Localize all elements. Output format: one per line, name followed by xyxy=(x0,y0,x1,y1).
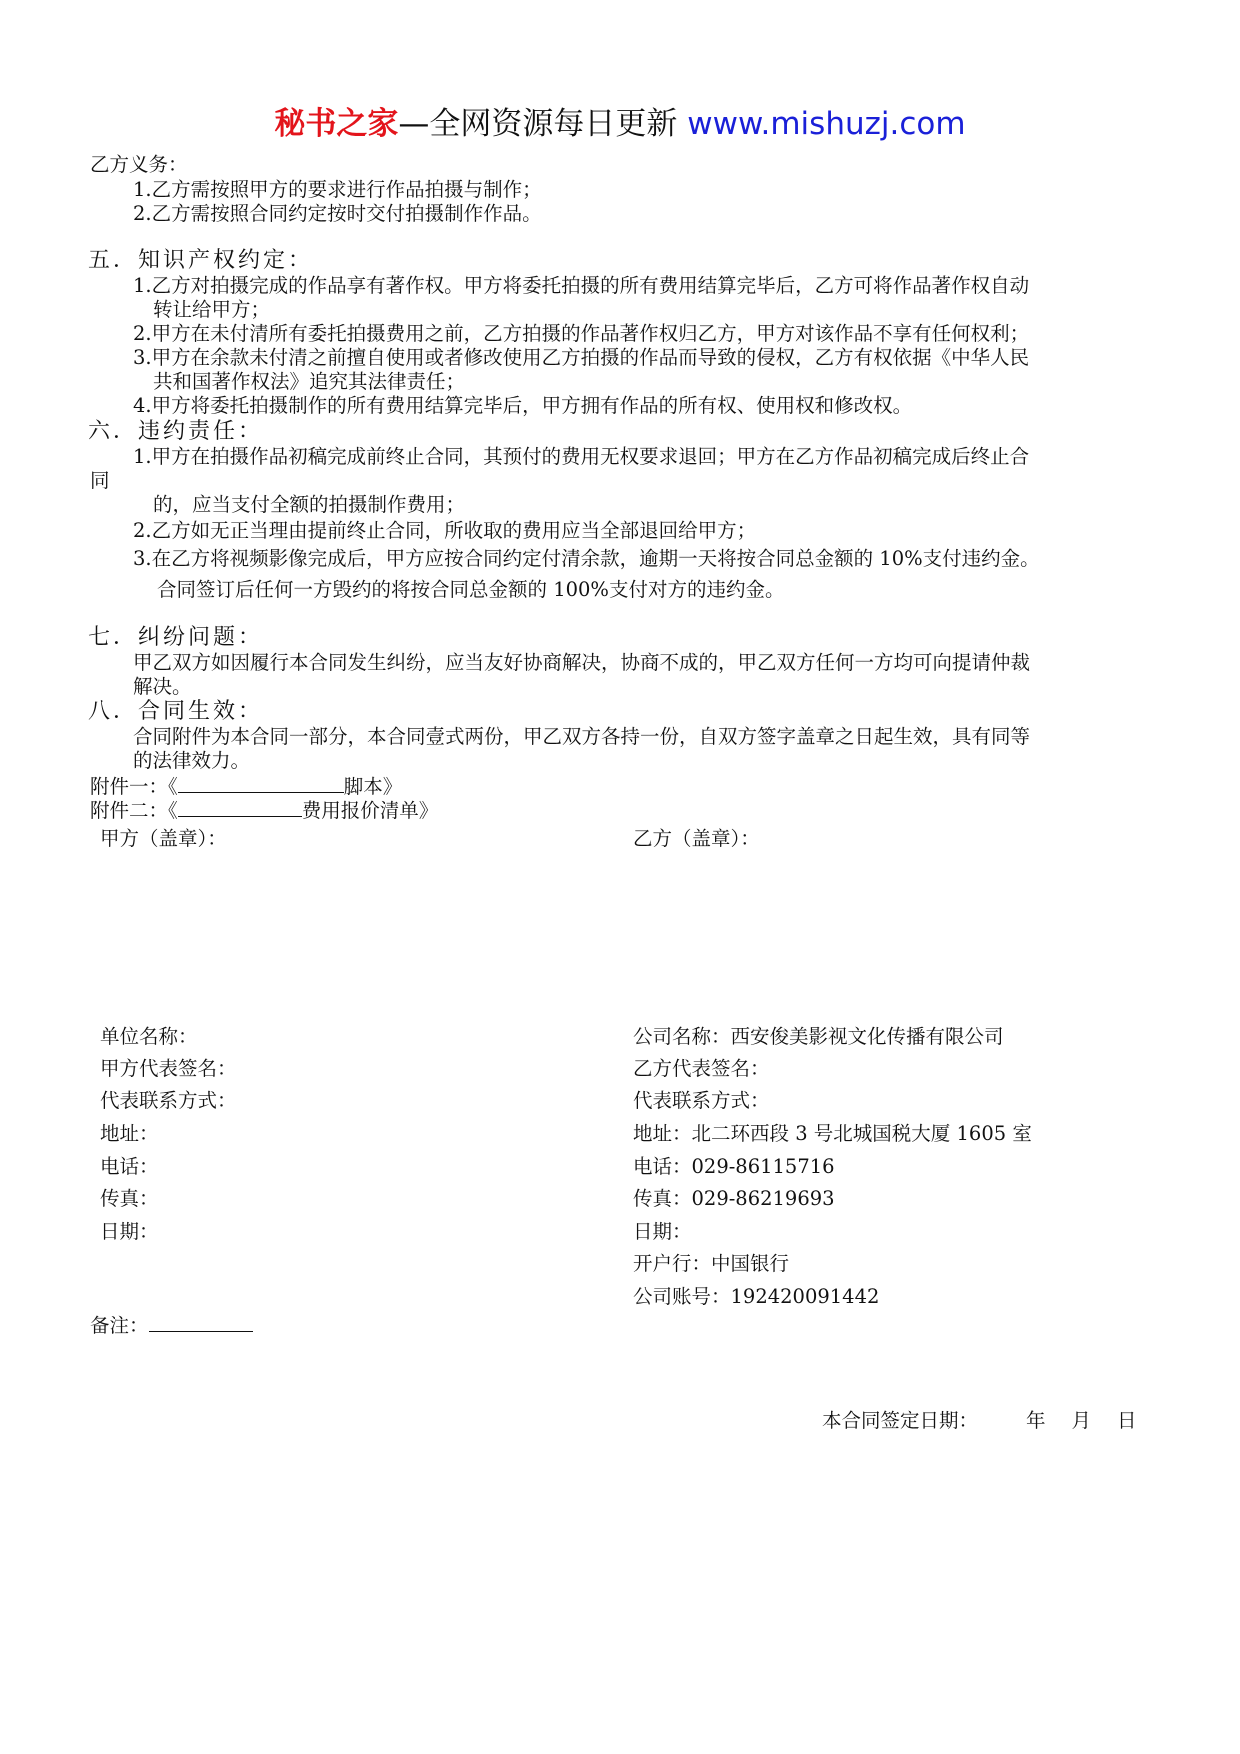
section-6-item: 同 xyxy=(90,469,110,492)
remark-label: 备注： xyxy=(90,1314,149,1337)
site-header xyxy=(0,104,1240,144)
section-5-item: 2.甲方在未付清所有委托拍摄费用之前，乙方拍摄的作品著作权归乙方，甲方对该作品不享有任何权利； xyxy=(133,322,1030,345)
party-b-duty-item: 1.乙方需按照甲方的要求进行作品拍摄与制作； xyxy=(133,178,542,201)
party-a-phone: 电话： xyxy=(100,1155,159,1178)
party-b-fax: 传真：029-86219693 xyxy=(633,1187,835,1210)
attachment-two-prefix: 附件二：《 xyxy=(90,799,178,822)
sign-date-label: 本合同签定日期： xyxy=(822,1409,979,1432)
attachment-two-blank[interactable] xyxy=(178,798,302,817)
party-a-address: 地址： xyxy=(100,1122,159,1145)
party-b-bank: 开户行：中国银行 xyxy=(633,1252,790,1275)
party-a-rep-contact: 代表联系方式： xyxy=(100,1089,237,1112)
party-a-seal-label: 甲方（盖章）： xyxy=(100,827,227,850)
party-b-account: 公司账号：192420091442 xyxy=(633,1285,880,1308)
section-8-heading: 八．合同生效： xyxy=(88,699,264,724)
attachment-two xyxy=(90,798,438,824)
party-a-unit-name: 单位名称： xyxy=(100,1025,198,1048)
section-6-item: 的，应当支付全额的拍摄制作费用； xyxy=(153,493,466,516)
attachment-two-suffix: 费用报价清单》 xyxy=(301,799,439,822)
sign-date-month: 月 xyxy=(1071,1409,1092,1432)
section-6-item: 合同签订后任何一方毁约的将按合同总金额的 100%支付对方的违约金。 xyxy=(157,578,785,601)
party-a-fax: 传真： xyxy=(100,1187,159,1210)
section-7-text: 解决。 xyxy=(133,675,192,698)
party-a-rep-signature: 甲方代表签名： xyxy=(100,1057,237,1080)
attachment-one xyxy=(90,774,402,800)
section-5-item: 转让给甲方； xyxy=(153,298,271,321)
section-6-heading: 六．违约责任： xyxy=(88,419,264,444)
party-a-date: 日期： xyxy=(100,1220,159,1243)
party-b-seal-label: 乙方（盖章）： xyxy=(633,827,760,850)
sign-date-day: 日 xyxy=(1117,1409,1137,1432)
party-b-duty-item: 2.乙方需按照合同约定按时交付拍摄制作作品。 xyxy=(133,202,542,225)
attachment-one-prefix: 附件一：《 xyxy=(90,775,178,798)
section-8-text: 合同附件为本合同一部分，本合同壹式两份，甲乙双方各持一份，自双方签字盖章之日起生效，具有同等 xyxy=(133,725,1031,748)
section-5-item: 1.乙方对拍摄完成的作品享有著作权。甲方将委托拍摄的所有费用结算完毕后，乙方可将作品著作权自动 xyxy=(133,274,1030,297)
section-7-heading: 七．纠纷问题： xyxy=(88,625,264,650)
section-5-item: 4.甲方将委托拍摄制作的所有费用结算完毕后，甲方拥有作品的所有权、使用权和修改权。 xyxy=(133,394,913,417)
brand-name: 秘书之家 xyxy=(274,106,399,142)
party-b-rep-contact: 代表联系方式： xyxy=(633,1089,770,1112)
section-6-item: 3.在乙方将视频影像完成后，甲方应按合同约定付清余款，逾期一天将按合同总金额的 10%支付违约金。 xyxy=(133,547,1040,570)
party-b-address: 地址：北二环西段 3 号北城国税大厦 1605 室 xyxy=(633,1122,1032,1145)
header-tagline: —全网资源每日更新 xyxy=(398,106,688,142)
party-b-company-name: 公司名称：西安俊美影视文化传播有限公司 xyxy=(633,1025,1004,1048)
header-url-link[interactable]: www.mishuzj.com xyxy=(687,106,966,142)
remark-blank[interactable] xyxy=(149,1313,253,1332)
section-8-text: 的法律效力。 xyxy=(133,749,251,772)
section-7-text: 甲乙双方如因履行本合同发生纠纷，应当友好协商解决，协商不成的，甲乙双方任何一方均可向提请仲裁 xyxy=(133,651,1031,674)
section-6-item: 2.乙方如无正当理由提前终止合同，所收取的费用应当全部退回给甲方； xyxy=(133,519,757,542)
contract-sign-date xyxy=(822,1408,1137,1434)
attachment-one-blank[interactable] xyxy=(178,774,344,793)
attachment-one-suffix: 脚本》 xyxy=(343,775,403,798)
party-b-phone: 电话：029-86115716 xyxy=(633,1155,835,1178)
party-b-date: 日期： xyxy=(633,1220,692,1243)
remark xyxy=(90,1313,253,1339)
party-b-duties-title: 乙方义务： xyxy=(90,153,188,176)
party-b-rep-signature: 乙方代表签名： xyxy=(633,1057,770,1080)
section-5-heading: 五．知识产权约定： xyxy=(88,248,314,273)
section-5-item: 3.甲方在余款未付清之前擅自使用或者修改使用乙方拍摄的作品而导致的侵权，乙方有权依据《中华人民 xyxy=(133,346,1030,369)
sign-date-year: 年 xyxy=(1026,1409,1046,1432)
section-6-item: 1.甲方在拍摄作品初稿完成前终止合同，其预付的费用无权要求退回；甲方在乙方作品初稿完成后终止合 xyxy=(133,445,1030,468)
section-5-item: 共和国著作权法》追究其法律责任； xyxy=(153,370,466,393)
